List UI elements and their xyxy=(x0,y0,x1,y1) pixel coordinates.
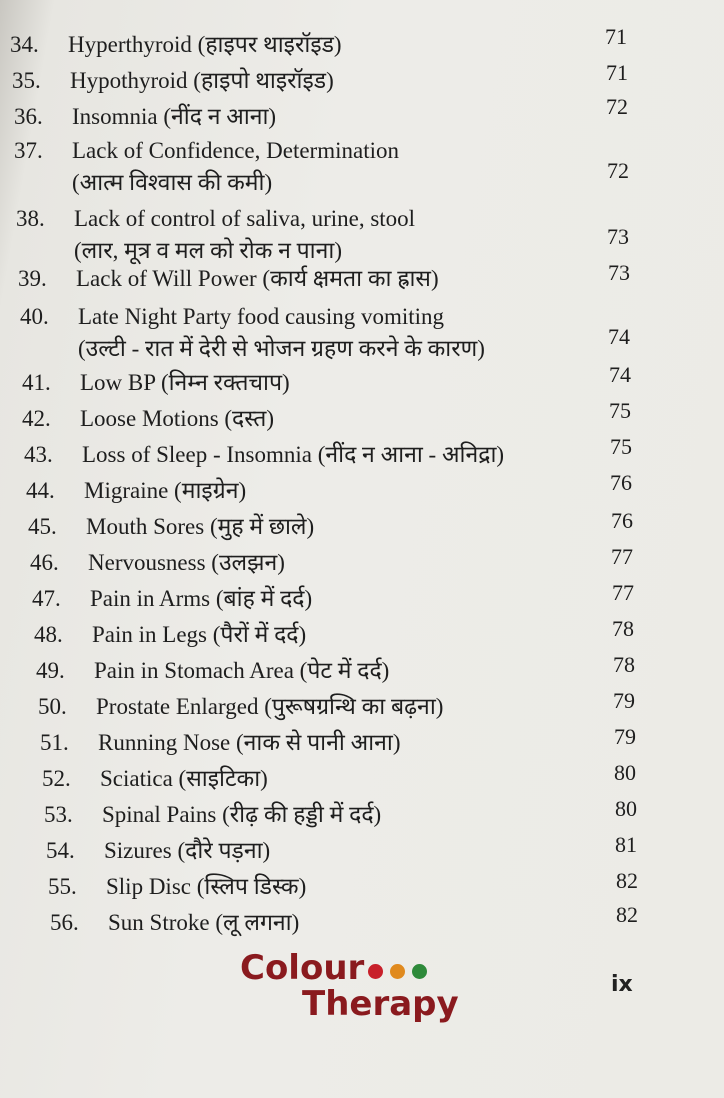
entry-page-number: 78 xyxy=(613,652,635,677)
entry-number: 35. xyxy=(12,68,41,93)
entry-title: Late Night Party food causing vomiting xyxy=(78,304,445,329)
green-dot-icon xyxy=(412,964,427,979)
entry-page-number: 72 xyxy=(607,158,629,183)
entry-title: Loose Motions (दस्त) xyxy=(80,406,274,431)
entry-number: 47. xyxy=(32,586,61,611)
toc-entry xyxy=(26,474,246,508)
entry-number: 34. xyxy=(10,32,39,57)
toc-entry xyxy=(50,906,299,940)
entry-page-number: 71 xyxy=(606,60,628,85)
entry-number: 49. xyxy=(36,658,65,683)
entry-title: Hypothyroid (हाइपो थाइरॉइड) xyxy=(70,68,334,93)
entry-title: Loss of Sleep - Insomnia (नींद न आना - अनिद्रा) xyxy=(82,442,505,467)
toc-entry xyxy=(16,202,416,263)
red-dot-icon xyxy=(368,964,383,979)
entry-title: Lack of Will Power (कार्य क्षमता का ह्रास) xyxy=(76,266,439,291)
entry-page-number: 77 xyxy=(611,544,633,569)
entry-title: Running Nose (नाक से पानी आना) xyxy=(98,730,401,755)
entry-number: 45. xyxy=(28,514,57,539)
entry-page-number: 73 xyxy=(608,260,630,285)
entry-page-number: 72 xyxy=(606,94,628,119)
page-number: ix xyxy=(611,972,633,997)
toc-entry xyxy=(20,300,485,361)
entry-number: 36. xyxy=(14,104,43,129)
entry-number: 48. xyxy=(34,622,63,647)
entry-number: 55. xyxy=(48,874,77,899)
entry-number: 41. xyxy=(22,370,51,395)
entry-title: Prostate Enlarged (पुरूषग्रन्थि का बढ़ना) xyxy=(96,694,444,719)
entry-number: 44. xyxy=(26,478,55,503)
entry-page-number: 73 xyxy=(607,224,629,249)
toc-entry xyxy=(14,134,399,195)
toc-entry xyxy=(44,798,381,832)
entry-title: Hyperthyroid (हाइपर थाइरॉइड) xyxy=(68,32,342,57)
entry-title-hindi: (उल्टी - रात में देरी से भोजन ग्रहण करने के कारण) xyxy=(78,336,485,361)
toc-entry xyxy=(42,762,268,796)
entry-page-number: 81 xyxy=(615,832,637,857)
entry-title-hindi: (लार, मूत्र व मल को रोक न पाना) xyxy=(74,238,343,263)
entry-title: Spinal Pains (रीढ़ की हड्डी में दर्द) xyxy=(102,802,382,827)
entry-page-number: 75 xyxy=(610,434,632,459)
entry-page-number: 74 xyxy=(608,324,630,349)
entry-number: 56. xyxy=(50,910,79,935)
entry-title: Low BP (निम्न रक्तचाप) xyxy=(80,370,290,395)
entry-page-number: 79 xyxy=(613,688,635,713)
toc-entry xyxy=(30,546,285,580)
entry-number: 37. xyxy=(14,138,43,163)
entry-title: Migraine (माइग्रेन) xyxy=(84,478,247,503)
entry-number: 43. xyxy=(24,442,53,467)
toc-entry xyxy=(34,618,306,652)
entry-title: Nervousness (उलझन) xyxy=(88,550,285,575)
brand-line-2: Therapy xyxy=(302,984,459,1024)
entry-page-number: 80 xyxy=(615,796,637,821)
toc-entry xyxy=(14,100,276,134)
entry-title: Sun Stroke (लू लगना) xyxy=(108,910,300,935)
toc-entry xyxy=(48,870,306,904)
entry-number: 50. xyxy=(38,694,67,719)
entry-page-number: 80 xyxy=(614,760,636,785)
toc-entry xyxy=(10,28,342,62)
toc-entry xyxy=(12,64,334,98)
entry-title: Lack of control of saliva, urine, stool xyxy=(74,206,416,231)
entry-number: 38. xyxy=(16,206,45,231)
entry-number: 53. xyxy=(44,802,73,827)
entry-number: 46. xyxy=(30,550,59,575)
toc-entry xyxy=(22,366,290,400)
toc-entry xyxy=(46,834,270,868)
toc-entry xyxy=(32,582,312,616)
entry-title: Lack of Confidence, Determination xyxy=(72,138,399,163)
entry-page-number: 76 xyxy=(611,508,633,533)
entry-title: Mouth Sores (मुह में छाले) xyxy=(86,514,315,539)
entry-number: 40. xyxy=(20,304,49,329)
toc-entry xyxy=(28,510,314,544)
toc-entry xyxy=(22,402,274,436)
entry-title: Pain in Stomach Area (पेट में दर्द) xyxy=(94,658,390,683)
entry-title: Pain in Arms (बांह में दर्द) xyxy=(90,586,313,611)
brand-line-1: Colour xyxy=(240,948,365,988)
brand-logo xyxy=(240,948,459,1024)
entry-page-number: 71 xyxy=(605,24,627,49)
entry-title-hindi: (आत्म विश्वास की कमी) xyxy=(72,170,273,195)
entry-title: Slip Disc (स्लिप डिस्क) xyxy=(106,874,307,899)
entry-title: Pain in Legs (पैरों में दर्द) xyxy=(92,622,307,647)
entry-title: Sizures (दौरे पड़ना) xyxy=(104,838,271,863)
entry-page-number: 78 xyxy=(612,616,634,641)
entry-page-number: 77 xyxy=(612,580,634,605)
entry-page-number: 75 xyxy=(609,398,631,423)
toc-entry xyxy=(24,438,504,472)
entry-page-number: 82 xyxy=(616,902,638,927)
entry-page-number: 76 xyxy=(610,470,632,495)
toc-entry xyxy=(36,654,389,688)
entry-page-number: 74 xyxy=(609,362,631,387)
entry-number: 52. xyxy=(42,766,71,791)
entry-page-number: 82 xyxy=(616,868,638,893)
entry-number: 54. xyxy=(46,838,75,863)
entry-number: 51. xyxy=(40,730,69,755)
entry-page-number: 79 xyxy=(614,724,636,749)
entry-title: Sciatica (साइटिका) xyxy=(100,766,268,791)
toc-entry xyxy=(38,690,443,724)
entry-number: 39. xyxy=(18,266,47,291)
entry-number: 42. xyxy=(22,406,51,431)
entry-title: Insomnia (नींद न आना) xyxy=(72,104,277,129)
orange-dot-icon xyxy=(390,964,405,979)
toc-entry xyxy=(40,726,400,760)
toc-entry xyxy=(18,262,439,296)
